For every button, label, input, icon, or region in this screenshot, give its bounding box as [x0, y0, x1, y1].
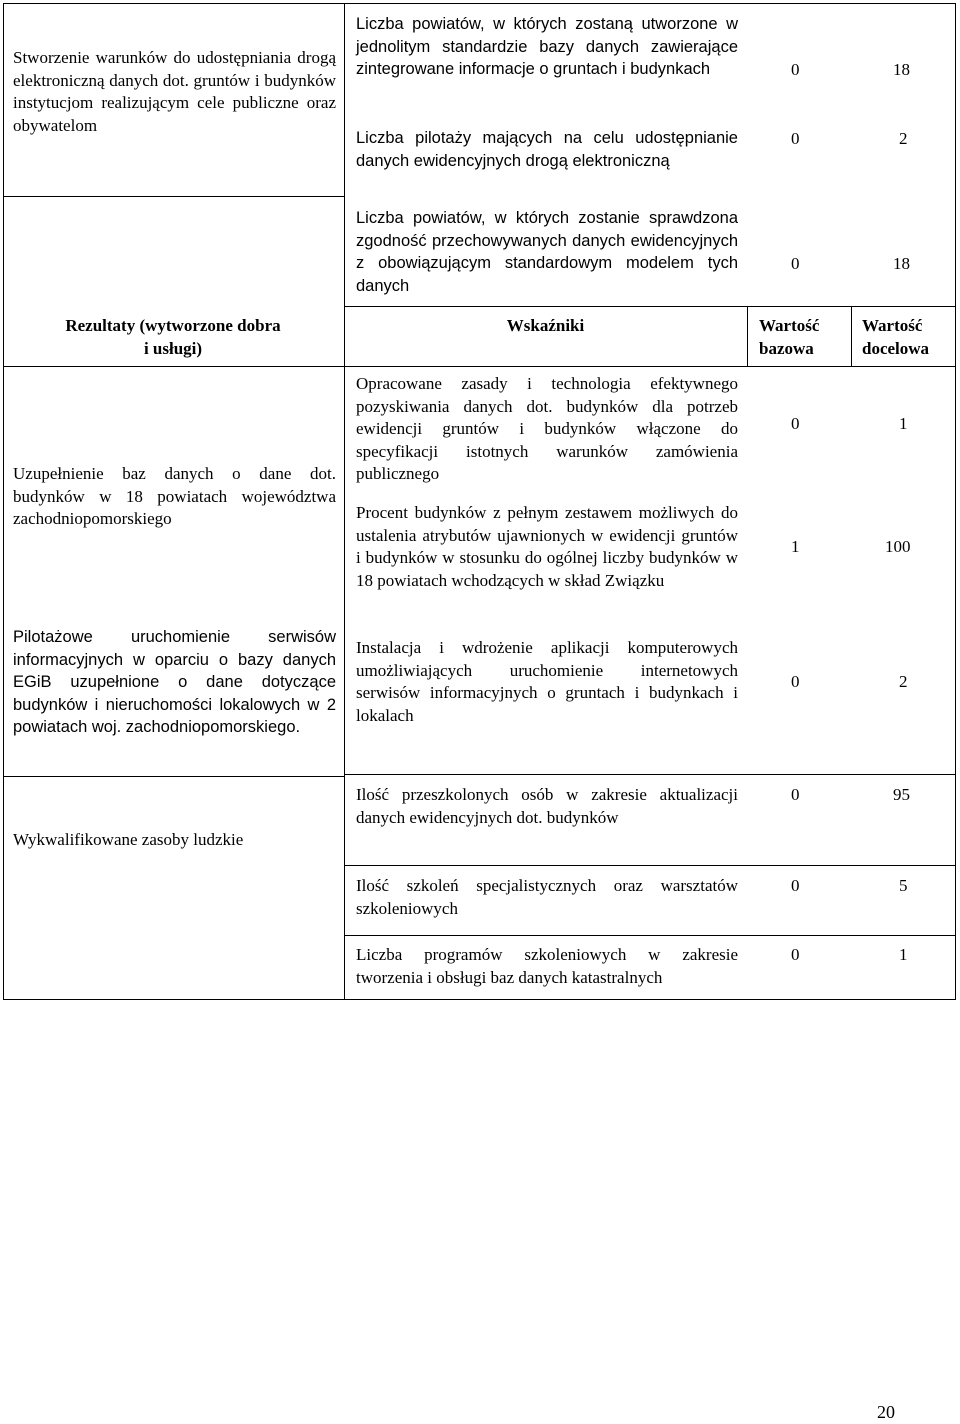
target-value: 5 [899, 876, 908, 895]
indicator-text: Liczba powiatów, w których zostanie sprawdzona zgodność przechowywanych danych ewidencyjnych z obowiązującym standardowym modelem tych danych [356, 209, 738, 295]
base-value: 0 [791, 672, 800, 691]
base-value: 0 [791, 785, 800, 804]
target-value: 18 [893, 254, 910, 273]
indicator-text: Ilość przeszkolonych osób w zakresie aktualizacji danych ewidencyjnych dot. budynków [356, 785, 738, 827]
target-value: 1 [899, 414, 908, 433]
result-human-resources: Wykwalifikowane zasoby ludzkie [13, 830, 244, 849]
base-value: 0 [791, 876, 800, 895]
page-number: 20 [877, 1402, 895, 1422]
base-value: 1 [791, 537, 800, 556]
base-value: 0 [791, 60, 800, 79]
result-electronic-access: Stworzenie warunków do udostępniania drogą elektroniczną danych dot. gruntów i budynków instytucjom realizującym cele publiczne oraz obywatelom [13, 48, 336, 135]
target-value: 100 [885, 537, 911, 556]
base-value: 0 [791, 129, 800, 148]
base-value: 0 [791, 254, 800, 273]
result-building-data: Uzupełnienie baz danych o dane dot. budynków w 18 powiatach województwa zachodniopomorskiego [13, 464, 336, 528]
base-value: 0 [791, 945, 800, 964]
header-base-value: Wartość bazowa [759, 316, 820, 358]
indicator-text: Procent budynków z pełnym zestawem możliwych do ustalenia atrybutów ujawnionych w ewidencji gruntów i budynków w stosunku do ogólnej liczby budynków w 18 powiatach wchodzących w skład Związku [356, 503, 738, 590]
header-indicators: Wskaźniki [506, 316, 585, 335]
indicator-text: Liczba programów szkoleniowych w zakresie tworzenia i obsługi baz danych katastralnych [356, 945, 738, 987]
header-results: Rezultaty (wytworzone dobra i usługi) [65, 316, 281, 358]
indicator-text: Liczba powiatów, w których zostaną utworzone w jednolitym standardzie bazy danych zawierające zintegrowane informacje o gruntach i budynkach [356, 15, 738, 78]
target-value: 2 [899, 672, 908, 691]
indicator-text: Instalacja i wdrożenie aplikacji komputerowych umożliwiających uruchomienie internetowych serwisów informacyjnych o gruntach i budynkach i lokalach [356, 638, 738, 725]
target-value: 2 [899, 129, 908, 148]
target-value: 1 [899, 945, 908, 964]
indicator-text: Opracowane zasady i technologia efektywnego pozyskiwania danych dot. budynków dla potrzeb ewidencji gruntów i budynków włączone do specyfikacji istotnych warunków zamówienia publicznego [356, 374, 738, 483]
result-pilot-services: Pilotażowe uruchomienie serwisów informacyjnych w oparciu o bazy danych EGiB uzupełnione o dane dotyczące budynków i nieruchomości lokalowych w 2 powiatach woj. zachodniopomorskiego. [13, 628, 336, 736]
target-value: 18 [893, 60, 910, 79]
indicator-text: Ilość szkoleń specjalistycznych oraz warsztatów szkoleniowych [356, 876, 738, 918]
header-target-value: Wartość docelowa [862, 316, 930, 358]
target-value: 95 [893, 785, 910, 804]
base-value: 0 [791, 414, 800, 433]
indicator-text: Liczba pilotaży mających na celu udostępnianie danych ewidencyjnych drogą elektroniczną [356, 129, 738, 170]
indicators-table [3, 3, 956, 1000]
